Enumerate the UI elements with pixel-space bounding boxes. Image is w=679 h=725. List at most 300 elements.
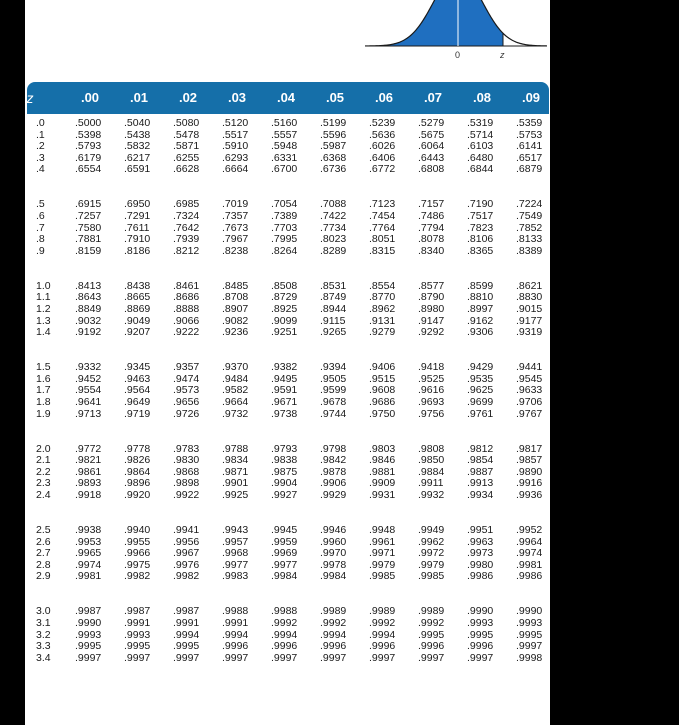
table-cell: .9678 <box>320 396 347 408</box>
table-cell: .8925 <box>271 303 298 315</box>
row-z-label: 3.3 <box>36 640 51 653</box>
table-cell: .9049 <box>124 314 151 327</box>
table-cell: .8531 <box>320 279 347 292</box>
table-cell: .9951 <box>467 524 494 536</box>
header-col-1: .01 <box>129 90 149 105</box>
table-cell: .9821 <box>75 454 102 467</box>
table-cell: .9940 <box>124 524 151 536</box>
table-cell: .9881 <box>369 465 396 478</box>
table-cell: .8944 <box>320 303 347 315</box>
table-cell: .9750 <box>369 407 396 420</box>
table-cell: .9948 <box>369 524 396 536</box>
table-cell: .6736 <box>320 163 347 176</box>
table-cell: .9345 <box>124 361 151 374</box>
table-cell: .9955 <box>124 535 151 548</box>
table-cell: .5753 <box>516 128 543 141</box>
table-cell: .9976 <box>173 558 200 571</box>
table-cell: .8078 <box>418 233 445 246</box>
table-cell: .9099 <box>271 314 298 327</box>
header-col-2: .02 <box>178 90 198 105</box>
table-cell: .9871 <box>222 465 249 478</box>
table-cell: .9834 <box>222 454 249 467</box>
table-cell: .9370 <box>222 361 249 374</box>
table-cell: .6700 <box>271 163 298 176</box>
table-cell: .9890 <box>516 465 543 478</box>
table-cell: .9599 <box>320 384 347 397</box>
table-cell: .9192 <box>75 326 102 339</box>
table-cell: .9177 <box>516 314 543 327</box>
table-cell: .8749 <box>320 291 347 304</box>
table-cell: .9664 <box>222 396 249 408</box>
table-cell: .9981 <box>75 570 102 583</box>
table-cell: .6844 <box>467 163 494 176</box>
table-cell: .8051 <box>369 233 396 246</box>
table-cell: .9147 <box>418 314 445 327</box>
table-cell: .6368 <box>320 151 347 164</box>
table-cell: .9953 <box>75 535 102 548</box>
table-cell: .6217 <box>124 151 151 164</box>
table-cell: .9838 <box>271 454 298 467</box>
table-header <box>27 82 549 114</box>
table-cell: .7823 <box>467 221 494 234</box>
table-cell: .8264 <box>271 244 298 257</box>
table-cell: .9495 <box>271 372 298 385</box>
table-cell: .9706 <box>516 396 543 408</box>
table-cell: .9616 <box>418 384 445 397</box>
table-cell: .9719 <box>124 407 151 420</box>
table-cell: .9925 <box>222 489 249 501</box>
table-cell: .9997 <box>75 651 102 664</box>
row-z-label: 1.7 <box>36 384 51 397</box>
table-cell: .9969 <box>271 547 298 560</box>
row-z-label: 1.2 <box>36 303 51 315</box>
table-cell: .6554 <box>75 163 102 176</box>
table-cell: .9973 <box>467 547 494 560</box>
table-cell: .9952 <box>516 524 543 536</box>
table-cell: .9875 <box>271 465 298 478</box>
table-cell: .9994 <box>173 628 200 641</box>
table-cell: .8810 <box>467 291 494 304</box>
table-cell: .6591 <box>124 163 151 176</box>
table-cell: .9993 <box>516 617 543 629</box>
table-cell: .8461 <box>173 279 200 292</box>
table-cell: .9906 <box>320 477 347 490</box>
table-cell: .8340 <box>418 244 445 257</box>
table-cell: .9236 <box>222 326 249 339</box>
table-cell: .9985 <box>369 570 396 583</box>
table-cell: .9970 <box>320 547 347 560</box>
table-cell: .9808 <box>418 442 445 455</box>
table-cell: .6950 <box>124 198 151 211</box>
table-cell: .7291 <box>124 210 151 222</box>
table-cell: .7517 <box>467 210 494 222</box>
table-cell: .9931 <box>369 489 396 501</box>
z-label: z <box>500 50 505 60</box>
table-cell: .9686 <box>369 396 396 408</box>
row-z-label: .9 <box>36 244 45 257</box>
table-cell: .5398 <box>75 128 102 141</box>
table-cell: .9463 <box>124 372 151 385</box>
row-z-label: 2.5 <box>36 524 51 536</box>
table-cell: .9625 <box>467 384 494 397</box>
table-cell: .9934 <box>467 489 494 501</box>
table-cell: .9082 <box>222 314 249 327</box>
table-cell: .9656 <box>173 396 200 408</box>
table-cell: .9989 <box>369 605 396 618</box>
table-cell: .5557 <box>271 128 298 141</box>
table-cell: .9887 <box>467 465 494 478</box>
table-cell: .9207 <box>124 326 151 339</box>
table-cell: .6443 <box>418 151 445 164</box>
table-cell: .8729 <box>271 291 298 304</box>
table-cell: .9633 <box>516 384 543 397</box>
table-cell: .8708 <box>222 291 249 304</box>
row-z-label: .5 <box>36 198 45 211</box>
table-cell: .9778 <box>124 442 151 455</box>
table-cell: .9929 <box>320 489 347 501</box>
table-cell: .5000 <box>75 117 102 129</box>
table-cell: .9671 <box>271 396 298 408</box>
row-z-label: 2.2 <box>36 465 51 478</box>
table-cell: .8888 <box>173 303 200 315</box>
table-cell: .8849 <box>75 303 102 315</box>
table-cell: .9793 <box>271 442 298 455</box>
table-cell: .9992 <box>271 617 298 629</box>
table-cell: .7580 <box>75 221 102 234</box>
table-cell: .9641 <box>75 396 102 408</box>
header-col-6: .06 <box>374 90 394 105</box>
table-cell: .9984 <box>320 570 347 583</box>
table-cell: .9803 <box>369 442 396 455</box>
table-cell: .8643 <box>75 291 102 304</box>
table-cell: .9927 <box>271 489 298 501</box>
table-cell: .7673 <box>222 221 249 234</box>
table-cell: .6064 <box>418 140 445 153</box>
table-cell: .8389 <box>516 244 543 257</box>
row-z-label: 3.1 <box>36 617 51 629</box>
table-cell: .7357 <box>222 210 249 222</box>
table-cell: .9382 <box>271 361 298 374</box>
table-cell: .6026 <box>369 140 396 153</box>
table-cell: .8830 <box>516 291 543 304</box>
table-cell: .8686 <box>173 291 200 304</box>
table-cell: .8186 <box>124 244 151 257</box>
table-cell: .7454 <box>369 210 396 222</box>
table-cell: .9726 <box>173 407 200 420</box>
table-cell: .5517 <box>222 128 249 141</box>
table-cell: .5279 <box>418 117 445 129</box>
table-cell: .8485 <box>222 279 249 292</box>
row-z-label: .4 <box>36 163 45 176</box>
row-z-label: 2.0 <box>36 442 51 455</box>
table-cell: .9994 <box>222 628 249 641</box>
header-col-0: .00 <box>80 90 100 105</box>
table-cell: .9992 <box>418 617 445 629</box>
table-cell: .9649 <box>124 396 151 408</box>
table-cell: .9997 <box>173 651 200 664</box>
table-cell: .9864 <box>124 465 151 478</box>
table-cell: .8133 <box>516 233 543 246</box>
table-cell: .9884 <box>418 465 445 478</box>
table-cell: .5675 <box>418 128 445 141</box>
table-cell: .9826 <box>124 454 151 467</box>
table-cell: .8790 <box>418 291 445 304</box>
table-cell: .9995 <box>173 640 200 653</box>
row-z-label: 1.8 <box>36 396 51 408</box>
table-cell: .9279 <box>369 326 396 339</box>
table-cell: .9974 <box>75 558 102 571</box>
table-cell: .7881 <box>75 233 102 246</box>
table-cell: .7123 <box>369 198 396 211</box>
table-cell: .9992 <box>320 617 347 629</box>
row-z-label: 1.0 <box>36 279 51 292</box>
table-cell: .9812 <box>467 442 494 455</box>
table-cell: .9798 <box>320 442 347 455</box>
table-cell: .9441 <box>516 361 543 374</box>
table-cell: .9988 <box>222 605 249 618</box>
table-cell: .7734 <box>320 221 347 234</box>
table-cell: .8106 <box>467 233 494 246</box>
table-cell: .6915 <box>75 198 102 211</box>
table-cell: .9982 <box>173 570 200 583</box>
table-cell: .5239 <box>369 117 396 129</box>
table-cell: .5438 <box>124 128 151 141</box>
table-cell: .7224 <box>516 198 543 211</box>
header-col-4: .04 <box>276 90 296 105</box>
table-cell: .9980 <box>467 558 494 571</box>
table-cell: .9115 <box>320 314 346 327</box>
table-cell: .9222 <box>173 326 200 339</box>
table-body <box>25 114 550 725</box>
table-cell: .9515 <box>369 372 396 385</box>
table-cell: .7611 <box>124 221 150 234</box>
table-cell: .9988 <box>271 605 298 618</box>
table-cell: .6406 <box>369 151 396 164</box>
table-cell: .7764 <box>369 221 396 234</box>
table-cell: .9993 <box>75 628 102 641</box>
table-cell: .9964 <box>516 535 543 548</box>
table-cell: .9591 <box>271 384 298 397</box>
table-cell: .5319 <box>467 117 494 129</box>
table-cell: .9909 <box>369 477 396 490</box>
table-cell: .9772 <box>75 442 102 455</box>
table-cell: .6255 <box>173 151 200 164</box>
table-cell: .9265 <box>320 326 347 339</box>
table-cell: .9783 <box>173 442 200 455</box>
table-cell: .9846 <box>369 454 396 467</box>
table-cell: .7794 <box>418 221 445 234</box>
table-cell: .9911 <box>418 477 444 490</box>
table-cell: .9904 <box>271 477 298 490</box>
table-cell: .9162 <box>467 314 494 327</box>
row-z-label: 3.4 <box>36 651 51 664</box>
table-cell: .5478 <box>173 128 200 141</box>
table-cell: .9292 <box>418 326 445 339</box>
header-col-7: .07 <box>423 90 443 105</box>
table-cell: .9977 <box>222 558 249 571</box>
table-cell: .5040 <box>124 117 151 129</box>
table-cell: .9788 <box>222 442 249 455</box>
table-cell: .9959 <box>271 535 298 548</box>
row-z-label: .8 <box>36 233 45 246</box>
table-cell: .7852 <box>516 221 543 234</box>
table-cell: .7910 <box>124 233 151 246</box>
table-cell: .5120 <box>222 117 249 129</box>
table-cell: .9993 <box>124 628 151 641</box>
table-cell: .9995 <box>75 640 102 653</box>
table-cell: .9962 <box>418 535 445 548</box>
table-cell: .5199 <box>320 117 347 129</box>
row-z-label: 1.6 <box>36 372 51 385</box>
table-cell: .8621 <box>516 279 543 292</box>
table-cell: .9545 <box>516 372 543 385</box>
table-cell: .9997 <box>467 651 494 664</box>
table-cell: .9991 <box>124 617 151 629</box>
zero-label: 0 <box>455 50 461 60</box>
table-cell: .9896 <box>124 477 151 490</box>
table-cell: .9713 <box>75 407 102 420</box>
table-cell: .6293 <box>222 151 249 164</box>
table-cell: .5714 <box>467 128 494 141</box>
normal-curve-figure <box>25 0 550 75</box>
table-cell: .9996 <box>467 640 494 653</box>
table-cell: .8665 <box>124 291 151 304</box>
table-cell: .7190 <box>467 198 494 211</box>
table-cell: .9505 <box>320 372 347 385</box>
table-cell: .5080 <box>173 117 200 129</box>
row-z-label: .6 <box>36 210 45 222</box>
table-cell: .9983 <box>222 570 249 583</box>
table-cell: .9971 <box>369 547 396 560</box>
table-cell: .9994 <box>369 628 396 641</box>
table-cell: .9945 <box>271 524 298 536</box>
table-cell: .8159 <box>75 244 102 257</box>
table-cell: .9975 <box>124 558 151 571</box>
table-cell: .9997 <box>222 651 249 664</box>
table-cell: .9989 <box>418 605 445 618</box>
table-cell: .9996 <box>271 640 298 653</box>
table-cell: .9922 <box>173 489 200 501</box>
table-cell: .7389 <box>271 210 298 222</box>
table-cell: .7995 <box>271 233 298 246</box>
table-cell: .9861 <box>75 465 102 478</box>
table-cell: .9994 <box>320 628 347 641</box>
table-cell: .9418 <box>418 361 445 374</box>
table-cell: .9961 <box>369 535 396 548</box>
table-cell: .8315 <box>369 244 396 257</box>
table-cell: .9898 <box>173 477 200 490</box>
table-cell: .9901 <box>222 477 249 490</box>
table-cell: .6772 <box>369 163 396 176</box>
table-cell: .7422 <box>320 210 347 222</box>
row-z-label: 2.9 <box>36 570 51 583</box>
table-cell: .9997 <box>369 651 396 664</box>
table-cell: .9893 <box>75 477 102 490</box>
table-cell: .9429 <box>467 361 494 374</box>
table-cell: .9957 <box>222 535 249 548</box>
row-z-label: 2.3 <box>36 477 51 490</box>
table-cell: .9032 <box>75 314 102 327</box>
table-cell: .7549 <box>516 210 543 222</box>
table-cell: .9972 <box>418 547 445 560</box>
table-cell: .9830 <box>173 454 200 467</box>
table-cell: .6628 <box>173 163 200 176</box>
header-col-8: .08 <box>472 90 492 105</box>
table-cell: .9015 <box>516 303 543 315</box>
table-cell: .8289 <box>320 244 347 257</box>
table-cell: .9756 <box>418 407 445 420</box>
table-cell: .9406 <box>369 361 396 374</box>
table-cell: .9997 <box>124 651 151 664</box>
table-cell: .5832 <box>124 140 151 153</box>
table-cell: .6808 <box>418 163 445 176</box>
table-cell: .8869 <box>124 303 151 315</box>
table-cell: .8907 <box>222 303 249 315</box>
table-cell: .9525 <box>418 372 445 385</box>
table-cell: .8577 <box>418 279 445 292</box>
header-col-9: .09 <box>521 90 541 105</box>
table-cell: .6985 <box>173 198 200 211</box>
table-cell: .9932 <box>418 489 445 501</box>
table-cell: .9394 <box>320 361 347 374</box>
table-cell: .8413 <box>75 279 102 292</box>
table-cell: .9987 <box>173 605 200 618</box>
table-cell: .9943 <box>222 524 249 536</box>
table-cell: .9251 <box>271 326 298 339</box>
table-cell: .9554 <box>75 384 102 397</box>
table-cell: .6480 <box>467 151 494 164</box>
table-cell: .9949 <box>418 524 445 536</box>
table-cell: .9995 <box>516 628 543 641</box>
row-z-label: 1.4 <box>36 326 51 339</box>
table-cell: .9357 <box>173 361 200 374</box>
table-cell: .9982 <box>124 570 151 583</box>
table-cell: .7939 <box>173 233 200 246</box>
table-cell: .9987 <box>75 605 102 618</box>
table-cell: .9738 <box>271 407 298 420</box>
table-cell: .7324 <box>173 210 200 222</box>
table-cell: .8554 <box>369 279 396 292</box>
row-z-label: 1.1 <box>36 291 51 304</box>
table-cell: .9535 <box>467 372 494 385</box>
row-z-label: 3.0 <box>36 605 51 618</box>
table-cell: .8212 <box>173 244 200 257</box>
table-cell: .7486 <box>418 210 445 222</box>
table-cell: .9981 <box>516 558 543 571</box>
table-cell: .9997 <box>320 651 347 664</box>
table-cell: .5793 <box>75 140 102 153</box>
table-cell: .9997 <box>271 651 298 664</box>
table-cell: .6179 <box>75 151 102 164</box>
row-z-label: .3 <box>36 151 45 164</box>
table-cell: .8238 <box>222 244 249 257</box>
table-cell: .7703 <box>271 221 298 234</box>
table-cell: .5987 <box>320 140 347 153</box>
table-cell: .7642 <box>173 221 200 234</box>
table-cell: .8770 <box>369 291 396 304</box>
row-z-label: 1.9 <box>36 407 51 420</box>
shaded-area <box>365 0 503 46</box>
table-cell: .9452 <box>75 372 102 385</box>
header-col-5: .05 <box>325 90 345 105</box>
table-cell: .9732 <box>222 407 249 420</box>
table-cell: .9986 <box>516 570 543 583</box>
table-cell: .9941 <box>173 524 200 536</box>
table-cell: .9913 <box>467 477 494 490</box>
table-cell: .9998 <box>516 651 543 664</box>
table-cell: .9946 <box>320 524 347 536</box>
table-cell: .9991 <box>173 617 200 629</box>
